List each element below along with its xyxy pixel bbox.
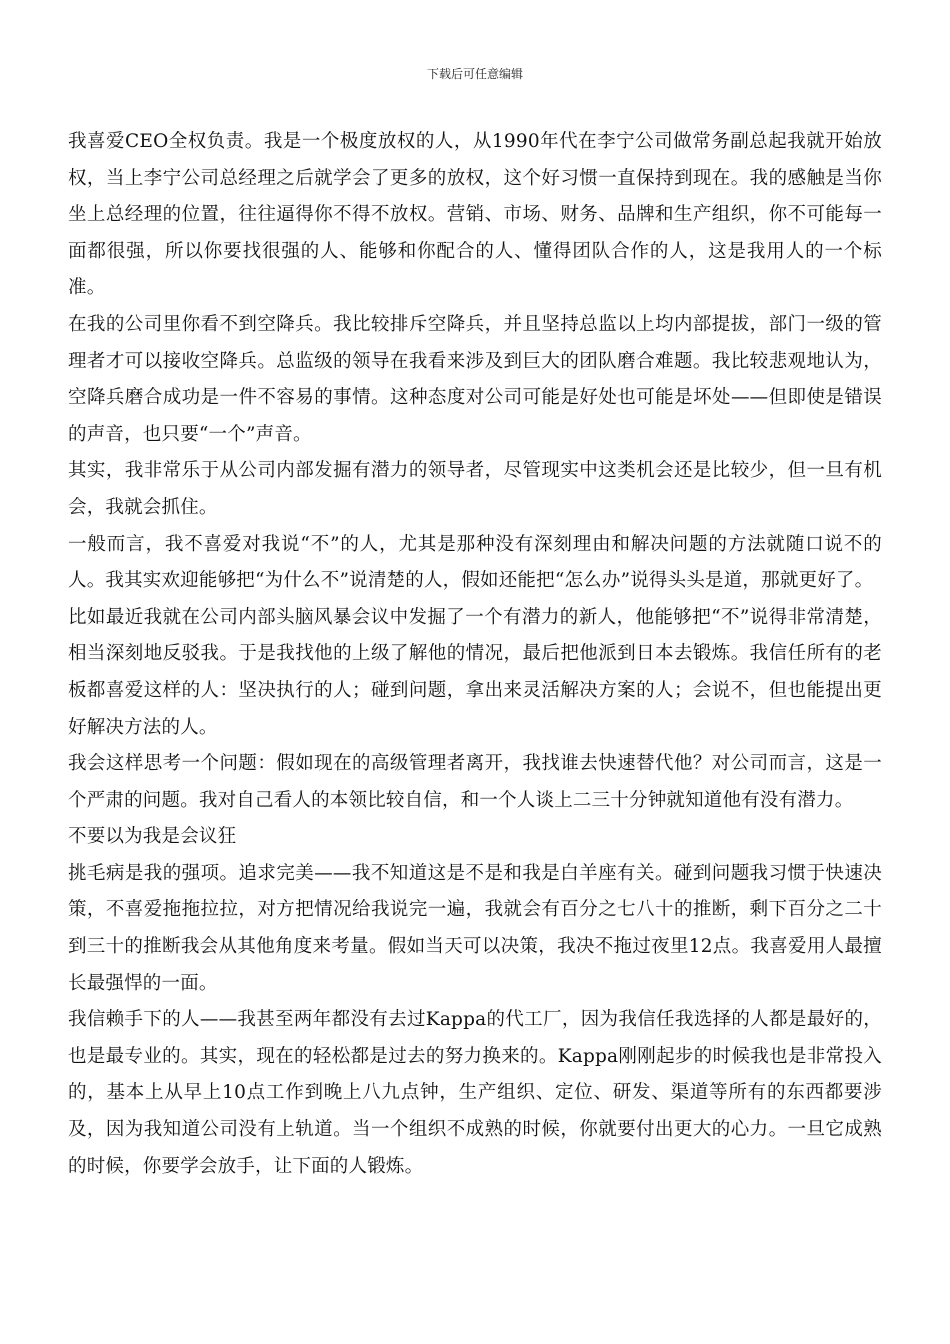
paragraph-7: 挑毛病是我的强项。追求完美——我不知道这是不是和我是白羊座有关。碰到问题我习惯于快速决策，不喜爱拖拖拉拉，对方把情况给我说完一遍，我就会有百分之七八十的推断，剩下百分之二十到三十的推断我会从其他角度来考量。假如当天可以决策，我决不拖过夜里12点。我喜爱用人最擅长最强悍的一面。 bbox=[68, 862, 882, 994]
paragraph-8: 我信赖手下的人——我甚至两年都没有去过Kappa的代工厂，因为我信任我选择的人都是最好的，也是最专业的。其实，现在的轻松都是过去的努力换来的。Kappa刚刚起步的时候我也是非常投入的，基本上从早上10点工作到晚上八九点钟，生产组织、定位、研发、渠道等所有的东西都要涉及，因为我知道公司没有上轨道。当一个组织不成熟的时候，你就要付出更大的心力。一旦它成熟的时候，你要学会放手，让下面的人锻炼。 bbox=[68, 1009, 882, 1177]
paragraph-4: 一般而言，我不喜爱对我说“不”的人，尤其是那种没有深刻理由和解决问题的方法就随口说不的人。我其实欢迎能够把“为什么不”说清楚的人，假如还能把“怎么办”说得头头是道，那就更好了。 bbox=[68, 533, 882, 592]
page-header: 下载后可任意编辑 bbox=[426, 67, 523, 81]
paragraph-6: 我会这样思考一个问题：假如现在的高级管理者离开，我找谁去快速替代他？对公司而言，这是一个严肃的问题。我对自己看人的本领比较自信，和一个人谈上二三十分钟就知道他有没有潜力。 bbox=[68, 753, 882, 811]
paragraph-3: 其实，我非常乐于从公司内部发掘有潜力的领导者，尽管现实中这类机会还是比较少，但一旦有机会，我就会抓住。 bbox=[68, 460, 882, 518]
section-heading: 不要以为我是会议狂 bbox=[68, 826, 237, 848]
article-body bbox=[68, 124, 882, 1185]
paragraph-1: 我喜爱CEO全权负责。我是一个极度放权的人，从1990年代在李宁公司做常务副总起我就开始放权，当上李宁公司总经理之后就学会了更多的放权，这个好习惯一直保持到现在。我的感触是当你坐上总经理的位置，往往逼得你不得不放权。营销、市场、财务、品牌和生产组织，你不可能每一面都很强，所以你要找很强的人、能够和你配合的人、懂得团队合作的人，这是我用人的一个标准。 bbox=[68, 131, 882, 299]
paragraph-5: 比如最近我就在公司内部头脑风暴会议中发掘了一个有潜力的新人，他能够把“不”说得非常清楚，相当深刻地反驳我。于是我找他的上级了解他的情况，最后把他派到日本去锻炼。我信任所有的老板都喜爱这样的人：坚决执行的人；碰到问题，拿出来灵活解决方案的人；会说不，但也能提出更好解决方法的人。 bbox=[68, 606, 882, 738]
paragraph-2: 在我的公司里你看不到空降兵。我比较排斥空降兵，并且坚持总监以上均内部提拔，部门一级的管理者才可以接收空降兵。总监级的领导在我看来涉及到巨大的团队磨合难题。我比较悲观地认为，空降兵磨合成功是一件不容易的事情。这种态度对公司可能是好处也可能是坏处——但即使是错误的声音，也只要“一个”声音。 bbox=[68, 313, 882, 445]
